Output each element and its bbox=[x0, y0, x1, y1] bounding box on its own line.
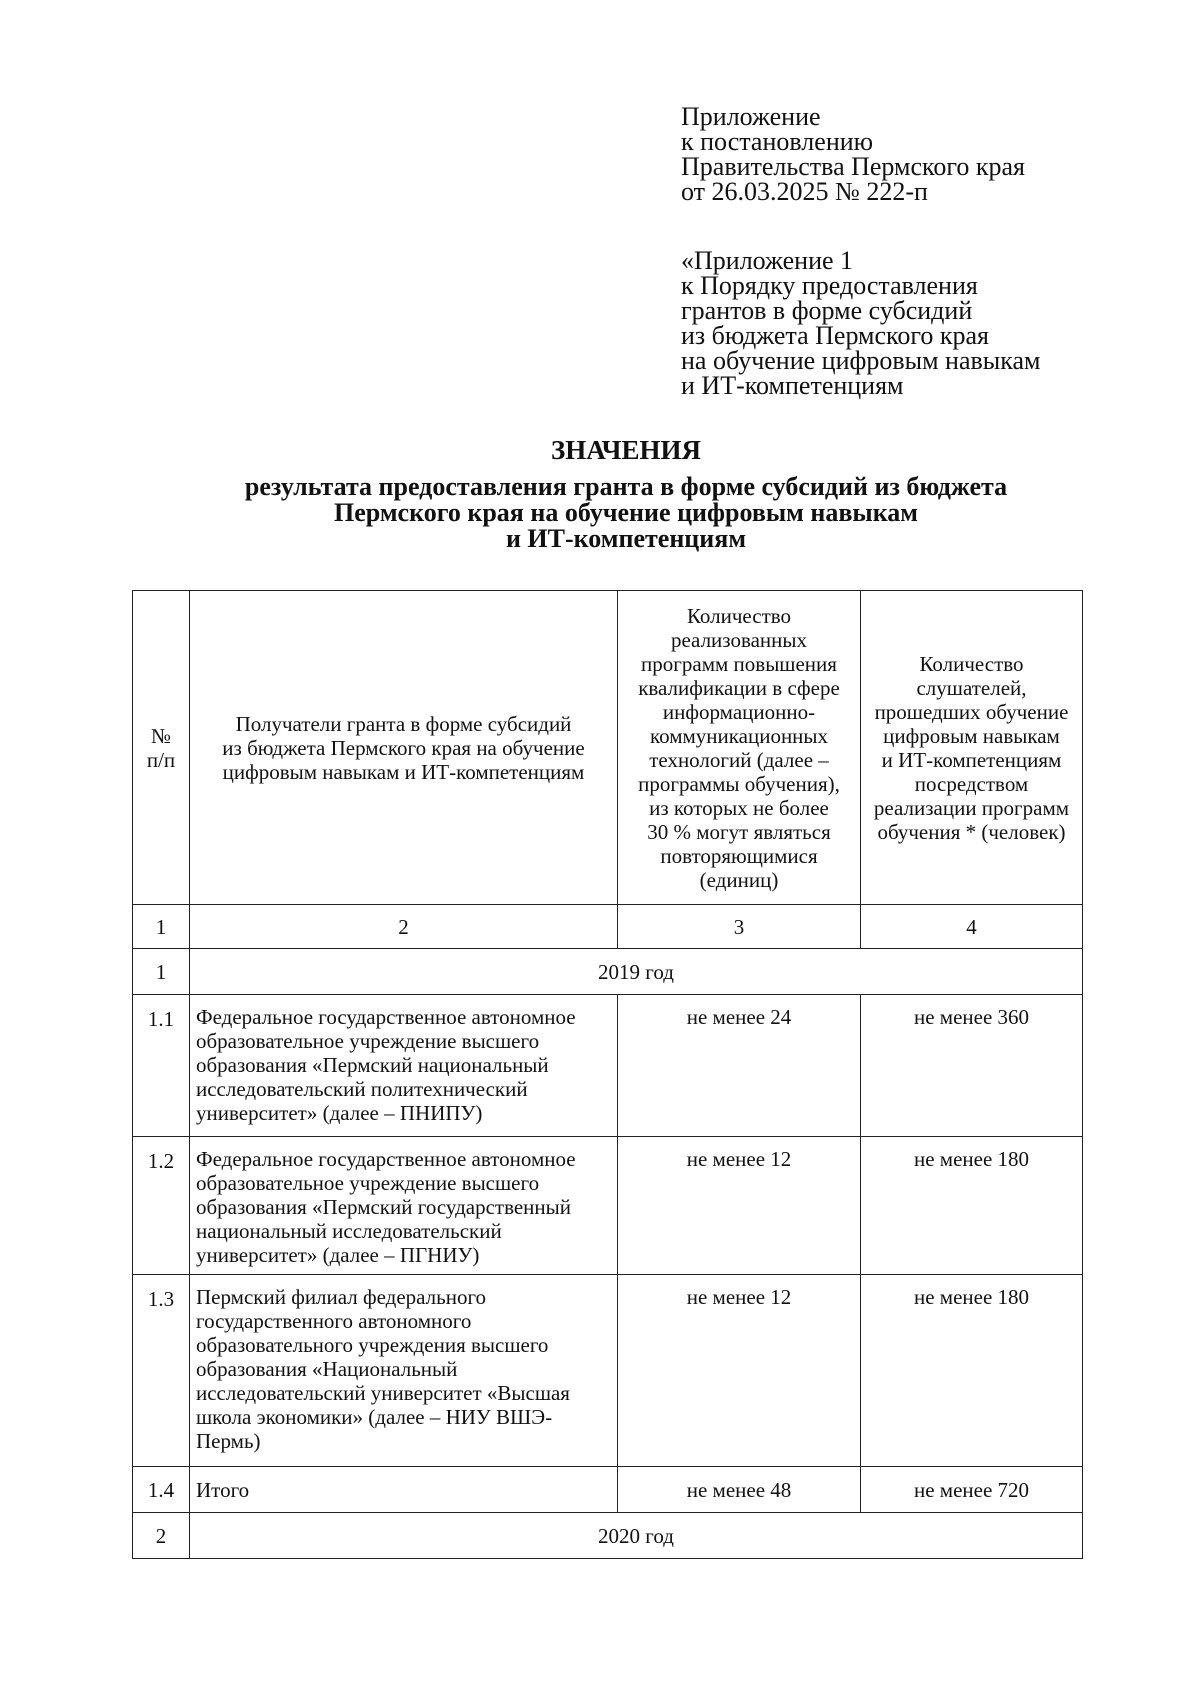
header-line: обучения * (человек) bbox=[877, 819, 1066, 844]
header-line: п/п bbox=[146, 747, 176, 772]
year-row-2020 bbox=[133, 1513, 1083, 1559]
header-line: из бюджета Пермского края на обучение bbox=[222, 735, 585, 760]
name-line: университет» (далее – ПНИПУ) bbox=[196, 1101, 483, 1125]
subtitle-line: и ИТ-компетенциям bbox=[505, 524, 747, 553]
header-line: реализованных bbox=[670, 627, 808, 652]
recipient-name bbox=[190, 1137, 618, 1275]
row-index: 1.4 bbox=[133, 1467, 190, 1513]
header-line: Количество bbox=[919, 651, 1024, 676]
header-line: коммуникационных bbox=[649, 723, 829, 748]
header-line: Получатели гранта в форме субсидий bbox=[235, 711, 572, 736]
column-header-students bbox=[861, 591, 1083, 905]
name-line: образования «Национальный bbox=[196, 1357, 458, 1381]
header-line: Количество bbox=[686, 603, 792, 628]
row-index: 1.2 bbox=[133, 1137, 190, 1275]
row-index: 1.1 bbox=[133, 995, 190, 1137]
students-value: не менее 360 bbox=[861, 995, 1083, 1137]
appendix-line: Приложение bbox=[681, 102, 821, 131]
appendix1-line: из бюджета Пермского края bbox=[681, 321, 990, 350]
name-line: школа экономики» (далее – НИУ ВШЭ- bbox=[196, 1405, 553, 1429]
name-line: образовательного учреждения высшего bbox=[196, 1333, 549, 1357]
name-line: образовательное учреждение высшего bbox=[196, 1029, 540, 1053]
total-label: Итого bbox=[190, 1467, 618, 1513]
name-line: Пермский филиал федерального bbox=[196, 1285, 487, 1309]
header-line: посредством bbox=[914, 771, 1029, 796]
name-line: образования «Пермский национальный bbox=[196, 1053, 549, 1077]
row-index: 1 bbox=[133, 949, 190, 995]
recipient-name bbox=[190, 1275, 618, 1467]
total-row bbox=[133, 1467, 1083, 1513]
appendix1-line: и ИТ-компетенциям bbox=[681, 371, 904, 400]
name-line: Федеральное государственное автономное bbox=[196, 1147, 576, 1171]
total-students: не менее 720 bbox=[861, 1467, 1083, 1513]
name-line: образовательное учреждение высшего bbox=[196, 1171, 540, 1195]
header-line: прошедших обучение bbox=[874, 699, 1069, 724]
students-value: не менее 180 bbox=[861, 1137, 1083, 1275]
subtitle-line: Пермского края на обучение цифровым навыкам bbox=[333, 498, 918, 527]
header-line: 30 % могут являться bbox=[647, 819, 831, 844]
appendix1-header bbox=[681, 248, 1181, 398]
header-line: реализации программ bbox=[873, 795, 1070, 820]
header-line: квалификации в сфере bbox=[638, 675, 840, 700]
name-line: образования «Пермский государственный bbox=[196, 1195, 572, 1219]
appendix1-line: грантов в форме субсидий bbox=[681, 296, 973, 325]
results-table bbox=[132, 590, 1083, 1559]
programs-value: не менее 12 bbox=[618, 1275, 861, 1467]
header-line: цифровым навыкам bbox=[883, 723, 1060, 748]
programs-value: не менее 24 bbox=[618, 995, 861, 1137]
year-label: 2019 год bbox=[190, 949, 1083, 995]
total-programs: не менее 48 bbox=[618, 1467, 861, 1513]
column-header-programs bbox=[618, 591, 861, 905]
column-number: 4 bbox=[861, 905, 1083, 949]
row-index: 2 bbox=[133, 1513, 190, 1559]
header-line: (единиц) bbox=[699, 867, 779, 892]
header-line: из которых не более bbox=[649, 795, 829, 820]
header-line: № bbox=[150, 723, 172, 748]
appendix1-line: «Приложение 1 bbox=[681, 246, 854, 275]
table-row bbox=[133, 995, 1083, 1137]
programs-value: не менее 12 bbox=[618, 1137, 861, 1275]
name-line: национальный исследовательский bbox=[196, 1219, 502, 1243]
year-label: 2020 год bbox=[190, 1513, 1083, 1559]
header-line: информационно- bbox=[662, 699, 816, 724]
column-number: 3 bbox=[618, 905, 861, 949]
header-line: технологий (далее – bbox=[649, 747, 829, 772]
column-number: 1 bbox=[133, 905, 190, 949]
year-row-2019 bbox=[133, 949, 1083, 995]
header-line: программ повышения bbox=[641, 651, 837, 676]
appendix1-line: на обучение цифровым навыкам bbox=[681, 346, 1041, 375]
document-subtitle bbox=[0, 474, 1200, 552]
header-line: программы обучения), bbox=[638, 771, 840, 796]
students-value: не менее 180 bbox=[861, 1275, 1083, 1467]
table-header-row bbox=[133, 591, 1083, 905]
name-line: государственного автономного bbox=[196, 1309, 472, 1333]
row-index: 1.3 bbox=[133, 1275, 190, 1467]
appendix-line: от 26.03.2025 № 222-п bbox=[681, 177, 928, 206]
table-row bbox=[133, 1137, 1083, 1275]
name-line: университет» (далее – ПГНИУ) bbox=[196, 1243, 480, 1267]
name-line: Федеральное государственное автономное bbox=[196, 1005, 576, 1029]
recipient-name bbox=[190, 995, 618, 1137]
appendix-line: к постановлению bbox=[681, 127, 874, 156]
document-title: ЗНАЧЕНИЯ bbox=[551, 435, 701, 465]
column-header-recipients bbox=[190, 591, 618, 905]
column-header-number bbox=[133, 591, 190, 905]
name-line: Пермь) bbox=[196, 1429, 261, 1453]
column-number: 2 bbox=[190, 905, 618, 949]
column-number-row bbox=[133, 905, 1083, 949]
header-line: слушателей, bbox=[916, 675, 1027, 700]
subtitle-line: результата предоставления гранта в форме субсидий из бюджета bbox=[244, 472, 1008, 501]
header-line: цифровым навыкам и ИТ-компетенциям bbox=[222, 759, 585, 784]
appendix1-line: к Порядку предоставления bbox=[681, 271, 978, 300]
header-line: и ИТ-компетенциям bbox=[881, 747, 1062, 772]
header-line: повторяющимися bbox=[660, 843, 818, 868]
appendix-header bbox=[681, 104, 1181, 204]
table-row bbox=[133, 1275, 1083, 1467]
name-line: исследовательский политехнический bbox=[196, 1077, 528, 1101]
appendix-line: Правительства Пермского края bbox=[681, 152, 1025, 181]
name-line: исследовательский университет «Высшая bbox=[196, 1381, 570, 1405]
